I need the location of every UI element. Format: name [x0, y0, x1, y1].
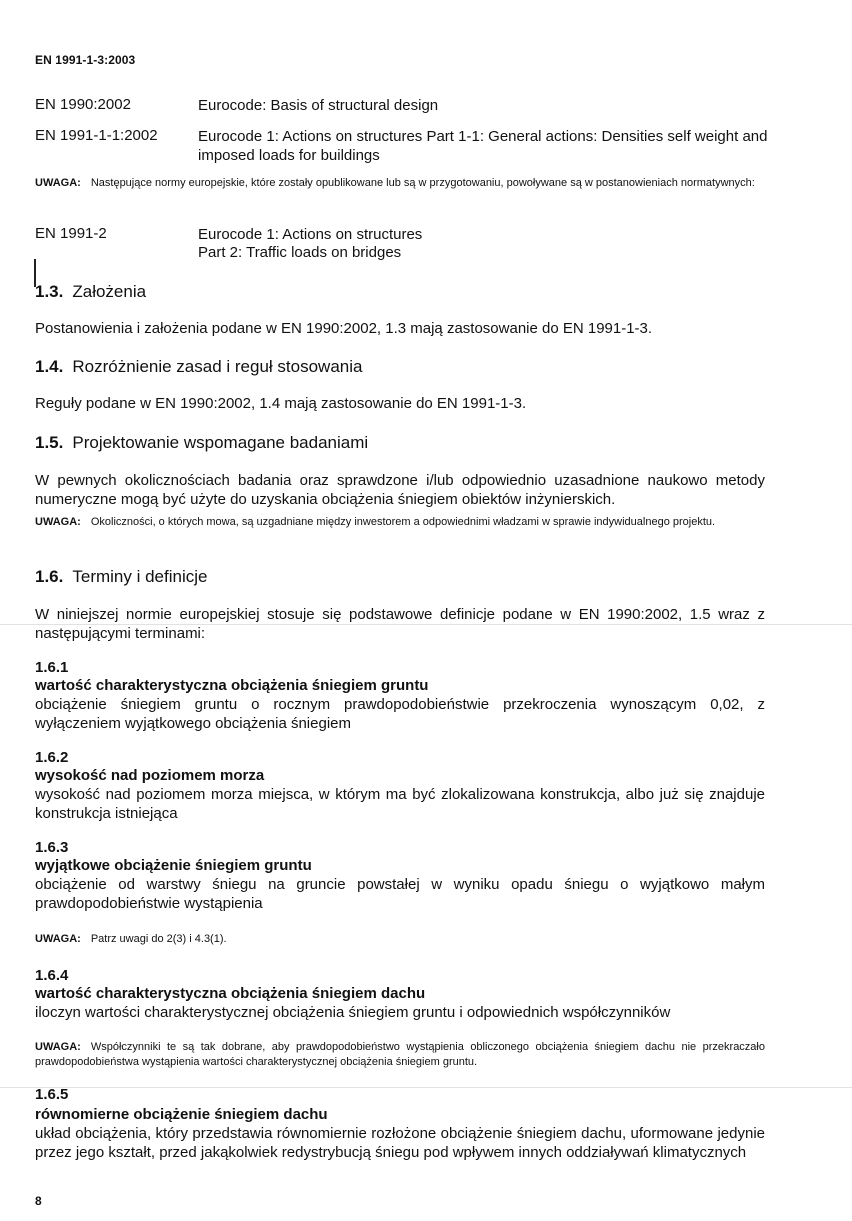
section-title: Rozróżnienie zasad i reguł stosowania [72, 357, 363, 376]
term-definition: wysokość nad poziomem morza miejsca, w którym ma być zlokalizowana konstrukcja, albo już się znajduje konstrukcja istniejąca [35, 786, 765, 822]
term-name: wartość charakterystyczna obciążenia śniegiem gruntu [35, 677, 429, 694]
note [35, 932, 765, 947]
term-definition: obciążenie śniegiem gruntu o rocznym prawdopodobieństwie przekroczenia wynoszącym 0,02, z wyłączeniem wyjątkowego obciążenia śniegiem [35, 696, 765, 732]
section-number: 1.3. [35, 282, 64, 301]
term-number: 1.6.4 [35, 967, 69, 984]
section-number: 1.5. [35, 433, 64, 452]
term-number: 1.6.2 [35, 749, 69, 766]
reference-code: EN 1991-1-1:2002 [35, 127, 158, 144]
reference-code: EN 1991-2 [35, 225, 107, 242]
note [35, 1040, 765, 1070]
note-text: Następujące normy europejskie, które zostały opublikowane lub są w przygotowaniu, powoływane są w postanowieniach normatywnych: [90, 177, 755, 189]
term-number: 1.6.3 [35, 839, 69, 856]
term-name: wartość charakterystyczna obciążenia śniegiem dachu [35, 985, 426, 1002]
section-number: 1.4. [35, 357, 64, 376]
scan-artifact-line [0, 624, 852, 625]
term-name: wyjątkowe obciążenie śniegiem gruntu [35, 857, 312, 874]
note-label: UWAGA: [35, 516, 81, 528]
section-body: W pewnych okolicznościach badania oraz sprawdzone i/lub odpowiednio uzasadnione naukowo metody numeryczne mogą być użyte do uzyskania obciążenia śniegiem obiektów inżynierskich. [35, 472, 765, 508]
section-body: W niniejszej normie europejskiej stosuje się podstawowe definicje podane w EN 1990:2002, 1.5 wraz z następującymi terminami: [35, 606, 765, 642]
term-number: 1.6.1 [35, 659, 69, 676]
reference-title-line: Part 2: Traffic loads on bridges [198, 244, 402, 261]
note-text: Okoliczności, o których mowa, są uzgadniane między inwestorem a odpowiednimi władzami w sprawie indywidualnego projektu. [90, 516, 716, 528]
reference-title: Eurocode: Basis of structural design [198, 97, 439, 114]
term-name: wysokość nad poziomem morza [35, 767, 265, 784]
note [35, 176, 765, 191]
section-heading [35, 433, 368, 453]
section-heading [35, 282, 146, 302]
section-heading [35, 567, 207, 587]
section-body: Postanowienia i założenia podane w EN 1990:2002, 1.3 mają zastosowanie do EN 1991-1-3. [35, 320, 653, 337]
note-text: Patrz uwagi do 2(3) i 4.3(1). [90, 933, 227, 945]
term-number: 1.6.5 [35, 1086, 69, 1103]
document-header: EN 1991-1-3:2003 [35, 53, 136, 67]
note-text: Współczynniki te są tak dobrane, aby prawdopodobieństwo wystąpienia obliczonego obciążenia śniegiem dachu nie przekraczało prawdopodobieństwa wystąpienia wartości charakterystycznej obciążenia śniegiem gruntu. [35, 1041, 765, 1068]
section-number: 1.6. [35, 567, 64, 586]
note-label: UWAGA: [35, 933, 81, 945]
note-label: UWAGA: [35, 177, 81, 189]
section-heading [35, 357, 362, 377]
section-body: Reguły podane w EN 1990:2002, 1.4 mają zastosowanie do EN 1991-1-3. [35, 395, 527, 412]
reference-title: Eurocode 1: Actions on structures Part 1-1: General actions: Densities self weight and imposed loads for buildings [198, 128, 768, 164]
page-number: 8 [35, 1194, 42, 1208]
term-name: równomierne obciążenie śniegiem dachu [35, 1106, 328, 1123]
section-title: Założenia [72, 282, 147, 301]
term-definition: iloczyn wartości charakterystycznej obciążenia śniegiem gruntu i odpowiednich współczynników [35, 1004, 671, 1021]
scan-artifact-line [0, 1087, 852, 1088]
note [35, 515, 765, 530]
term-definition: obciążenie od warstwy śniegu na gruncie powstałej w wyniku opadu śniegu o wyjątkowo małym prawdopodobieństwie wystąpienia [35, 876, 765, 912]
reference-code: EN 1990:2002 [35, 96, 131, 113]
section-title: Terminy i definicje [72, 567, 208, 586]
reference-title-line: Eurocode 1: Actions on structures [198, 226, 423, 243]
section-title: Projektowanie wspomagane badaniami [72, 433, 369, 452]
note-label: UWAGA: [35, 1041, 81, 1053]
term-definition: układ obciążenia, który przedstawia równomiernie rozłożone obciążenie śniegiem dachu, uformowane jedynie przez jego kształt, przed jakąkolwiek redystrybucją śniegu pod wpływem innych oddziaływań klimatycznych [35, 1125, 765, 1161]
